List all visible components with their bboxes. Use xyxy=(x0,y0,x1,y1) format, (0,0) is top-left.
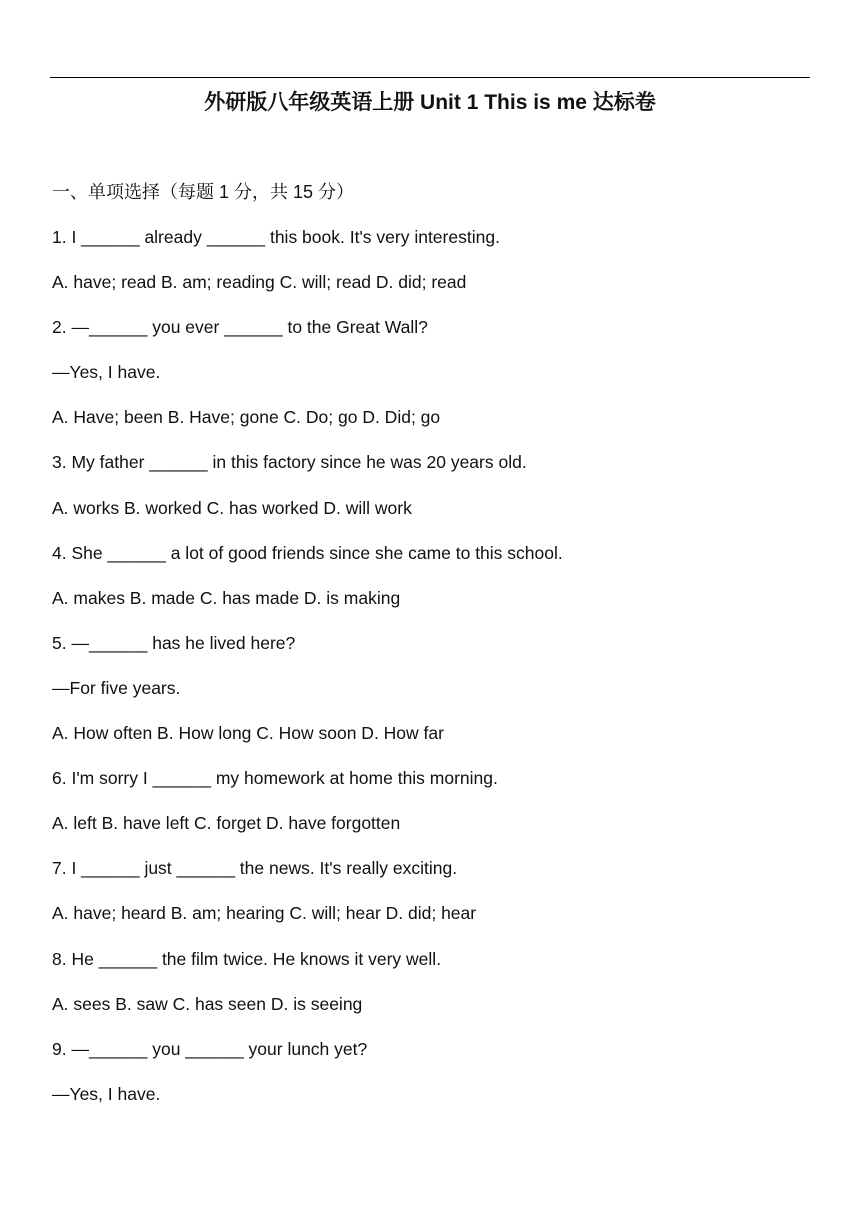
question-line: 3. My father ______ in this factory since he was 20 years old. xyxy=(52,452,527,473)
question-line: 1. I ______ already ______ this book. It's very interesting. xyxy=(52,227,500,247)
answer-line: —For five years. xyxy=(52,677,181,698)
question-list xyxy=(52,224,812,1126)
option-line: A. How often B. How long C. How soon D. How far xyxy=(52,723,444,744)
option-line: A. works B. worked C. has worked D. will work xyxy=(52,497,412,518)
section-heading: 一、单项选择（每题 1 分，共 15 分） xyxy=(52,182,355,202)
question-line: 9. —______ you ______ your lunch yet? xyxy=(52,1038,368,1059)
option-line: A. have; heard B. am; hearing C. will; hear D. did; hear xyxy=(52,903,477,924)
option-line: A. have; read B. am; reading C. will; read D. did; read xyxy=(52,272,467,293)
answer-line: —Yes, I have. xyxy=(52,362,161,383)
header-rule xyxy=(50,77,810,78)
option-line: A. makes B. made C. has made D. is making xyxy=(52,587,401,608)
question-line: 7. I ______ just ______ the news. It's really exciting. xyxy=(52,858,458,879)
question-line: 8. He ______ the film twice. He knows it very well. xyxy=(52,948,442,969)
document-title: 外研版八年级英语上册 Unit 1 This is me 达标卷 xyxy=(204,91,656,114)
question-line: 2. —______ you ever ______ to the Great Wall? xyxy=(52,317,428,338)
question-line: 5. —______ has he lived here? xyxy=(52,632,296,653)
answer-line: —Yes, I have. xyxy=(52,1083,161,1104)
question-line: 6. I'm sorry I ______ my homework at home this morning. xyxy=(52,768,498,789)
option-line: A. sees B. saw C. has seen D. is seeing xyxy=(52,993,363,1014)
question-line: 4. She ______ a lot of good friends since she came to this school. xyxy=(52,542,563,563)
option-line: A. left B. have left C. forget D. have forgotten xyxy=(52,813,401,834)
option-line: A. Have; been B. Have; gone C. Do; go D. Did; go xyxy=(52,407,441,428)
